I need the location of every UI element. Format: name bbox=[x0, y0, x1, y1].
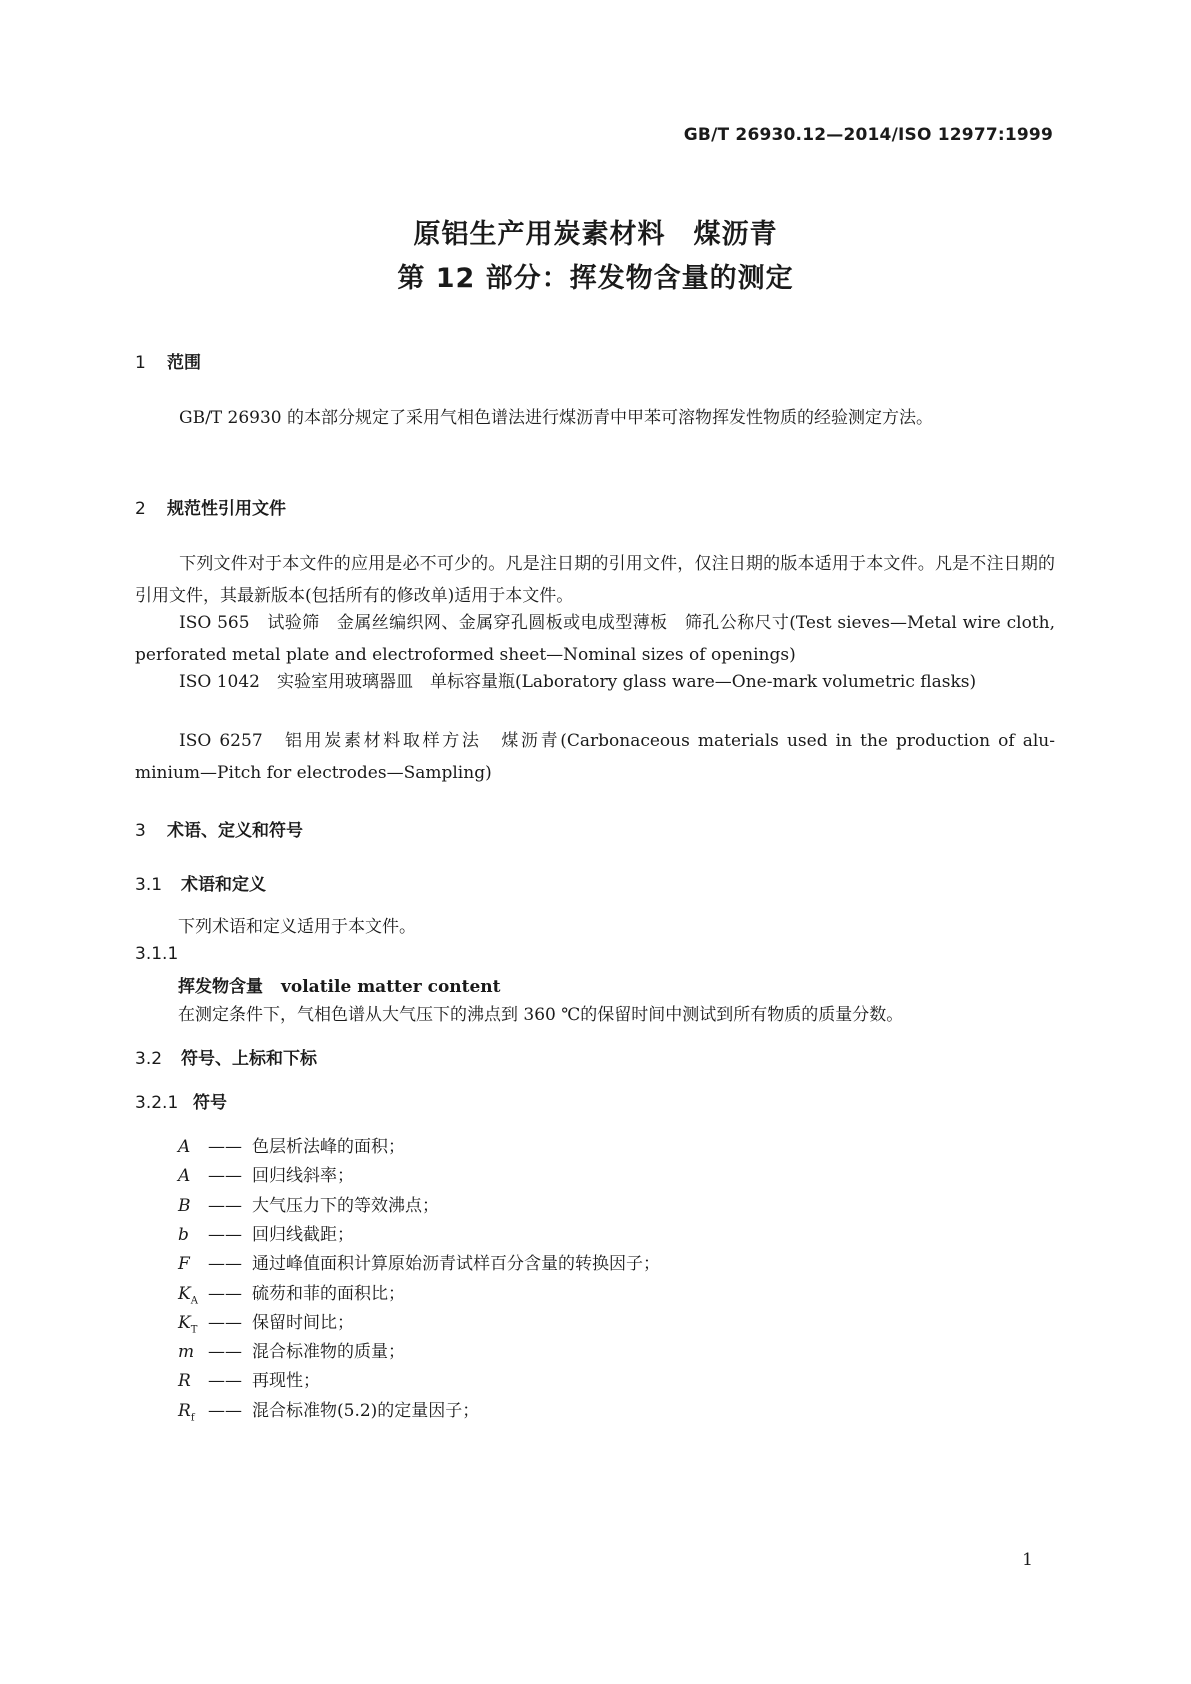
paragraph-text: 下列文件对于本文件的应用是必不可少的。凡是注日期的引用文件，仅注日期的版本适用于本文件。凡是不注日期的引用文件，其最新版本(包括所有的修改单)适用于本文件。 bbox=[135, 554, 1055, 606]
symbol bbox=[178, 1254, 208, 1274]
symbol bbox=[178, 1225, 208, 1245]
symbol-dash: —— bbox=[208, 1166, 242, 1186]
symbol bbox=[178, 1284, 208, 1306]
symbol-row bbox=[178, 1191, 439, 1219]
standard-code: GB/T 26930.12—2014/ISO 12977:1999 bbox=[683, 125, 1053, 145]
symbol-letter: F bbox=[178, 1254, 190, 1274]
reference-text: ISO 565 试验筛 金属丝编织网、金属穿孔圆板或电成型薄板 筛孔公称尺寸(Test sieves—Metal wire cloth, perforated metal plate and electroformed sheet—Nominal sizes of openings) bbox=[135, 613, 1055, 665]
section-number: 2 bbox=[135, 499, 146, 519]
page-number: 1 bbox=[1022, 1550, 1033, 1570]
symbol-row bbox=[178, 1279, 405, 1307]
section-2-intro bbox=[135, 548, 1055, 612]
symbol-subscript: T bbox=[190, 1324, 198, 1336]
symbol bbox=[178, 1342, 208, 1362]
section-title: 规范性引用文件 bbox=[167, 499, 286, 519]
section-1-heading bbox=[135, 348, 201, 373]
section-1-body bbox=[135, 402, 1055, 434]
symbol-letter: R bbox=[178, 1371, 191, 1391]
symbol bbox=[178, 1401, 208, 1423]
term-entry bbox=[178, 972, 501, 997]
section-title: 术语、定义和符号 bbox=[167, 821, 303, 841]
symbol-letter: b bbox=[178, 1225, 189, 1245]
symbol-description: 通过峰值面积计算原始沥青试样百分含量的转换因子； bbox=[252, 1254, 660, 1274]
symbol-dash: —— bbox=[208, 1371, 242, 1391]
symbol-row bbox=[178, 1396, 479, 1424]
document-title-line2: 第 12 部分：挥发物含量的测定 bbox=[397, 263, 794, 294]
symbol-dash: —— bbox=[208, 1313, 242, 1333]
symbol-row bbox=[178, 1366, 320, 1394]
symbol-row bbox=[178, 1308, 354, 1336]
symbol-letter: B bbox=[178, 1196, 191, 1216]
section-2-heading bbox=[135, 494, 286, 519]
symbol-subscript: f bbox=[190, 1412, 195, 1424]
reference-iso-6257 bbox=[135, 725, 1055, 789]
symbol-row bbox=[178, 1161, 354, 1189]
section-3-heading bbox=[135, 816, 303, 841]
symbol-row bbox=[178, 1249, 660, 1277]
reference-text: ISO 6257 铝用炭素材料取样方法 煤沥青(Carbonaceous materials used in the production of alu-minium—Pitch for electrodes—Sampling) bbox=[135, 731, 1055, 783]
section-number: 1 bbox=[135, 353, 146, 373]
subsection-number: 3.2 bbox=[135, 1049, 163, 1069]
symbol-letter: K bbox=[178, 1284, 191, 1304]
subsection-3-1-heading bbox=[135, 870, 266, 895]
symbol bbox=[178, 1196, 208, 1216]
symbol-description: 回归线斜率； bbox=[252, 1166, 354, 1186]
symbol-row bbox=[178, 1337, 405, 1365]
clause-3-2-1-heading bbox=[135, 1088, 227, 1113]
symbol-letter: R bbox=[178, 1401, 191, 1421]
symbol-dash: —— bbox=[208, 1137, 242, 1157]
reference-text: ISO 1042 实验室用玻璃器皿 单标容量瓶(Laboratory glass ware—One-mark volumetric flasks) bbox=[179, 672, 977, 692]
document-title-line1: 原铝生产用炭素材料 煤沥青 bbox=[413, 219, 778, 250]
section-title: 范围 bbox=[167, 353, 201, 373]
symbol-letter: m bbox=[178, 1342, 195, 1362]
symbol-dash: —— bbox=[208, 1401, 242, 1421]
symbol bbox=[178, 1371, 208, 1391]
symbol-description: 保留时间比； bbox=[252, 1313, 354, 1333]
symbol-row bbox=[178, 1220, 354, 1248]
term-english: volatile matter content bbox=[281, 977, 501, 997]
symbol-letter: A bbox=[178, 1166, 191, 1186]
symbol-dash: —— bbox=[208, 1225, 242, 1245]
symbol-description: 色层析法峰的面积； bbox=[252, 1137, 405, 1157]
symbol-description: 大气压力下的等效沸点； bbox=[252, 1196, 439, 1216]
subsection-title: 术语和定义 bbox=[181, 875, 266, 895]
reference-iso-565 bbox=[135, 607, 1055, 671]
symbol bbox=[178, 1313, 208, 1335]
symbol-dash: —— bbox=[208, 1284, 242, 1304]
symbol-subscript: A bbox=[190, 1295, 198, 1307]
symbol bbox=[178, 1166, 208, 1186]
reference-iso-1042 bbox=[135, 666, 1055, 698]
symbol-letter: A bbox=[178, 1137, 191, 1157]
paragraph-text: GB/T 26930 的本部分规定了采用气相色谱法进行煤沥青中甲苯可溶物挥发性物质的经验测定方法。 bbox=[179, 408, 934, 428]
symbol-description: 回归线截距； bbox=[252, 1225, 354, 1245]
clause-number: 3.2.1 bbox=[135, 1093, 179, 1113]
symbol-description: 硫芴和菲的面积比； bbox=[252, 1284, 405, 1304]
term-chinese: 挥发物含量 bbox=[178, 977, 263, 997]
subsection-title: 符号、上标和下标 bbox=[181, 1049, 317, 1069]
terms-intro: 下列术语和定义适用于本文件。 bbox=[178, 917, 416, 937]
symbol-description: 混合标准物(5.2)的定量因子； bbox=[252, 1401, 480, 1421]
clause-title: 符号 bbox=[193, 1093, 227, 1113]
symbol-description: 再现性； bbox=[252, 1371, 320, 1391]
symbol bbox=[178, 1137, 208, 1157]
subsection-3-2-heading bbox=[135, 1044, 317, 1069]
symbol-row bbox=[178, 1132, 405, 1160]
symbol-letter: K bbox=[178, 1313, 191, 1333]
symbol-description: 混合标准物的质量； bbox=[252, 1342, 405, 1362]
clause-3-1-1-number: 3.1.1 bbox=[135, 944, 179, 964]
subsection-number: 3.1 bbox=[135, 875, 163, 895]
section-number: 3 bbox=[135, 821, 146, 841]
symbol-dash: —— bbox=[208, 1254, 242, 1274]
symbol-dash: —— bbox=[208, 1342, 242, 1362]
term-definition: 在测定条件下，气相色谱从大气压下的沸点到 360 ℃的保留时间中测试到所有物质的质量分数。 bbox=[178, 1005, 904, 1025]
symbol-dash: —— bbox=[208, 1196, 242, 1216]
